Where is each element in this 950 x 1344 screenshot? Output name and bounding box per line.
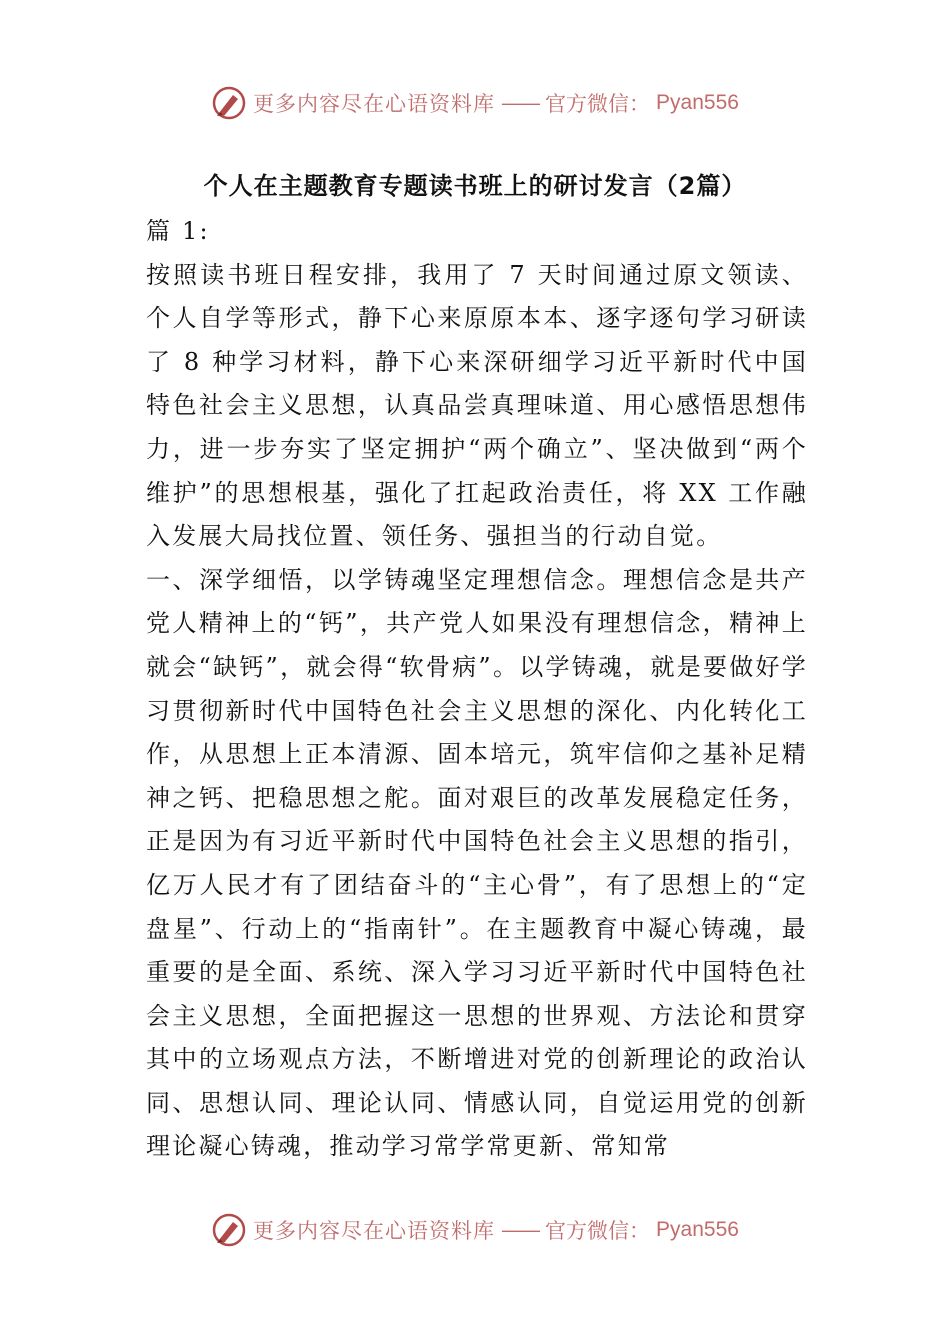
- watermark-wechat-id: Pyan556: [656, 91, 739, 114]
- watermark-brand-text: 更多内容尽在心语资料库: [253, 92, 496, 116]
- watermark-dash: ——: [501, 1218, 540, 1242]
- pen-logo-icon: [211, 1212, 247, 1248]
- watermark-wechat-label: 官方微信：: [545, 92, 651, 116]
- footer-watermark: [0, 1207, 950, 1253]
- watermark-dash: ——: [501, 91, 540, 115]
- paragraph-intro: 按照读书班日程安排，我用了 7 天时间通过原文领读、个人自学等形式，静下心来原原本本、逐字逐句学习研读了 8 种学习材料，静下心来深研细学习近平新时代中国特色社会主义思想，认真品尝真理味道、用心感悟思想伟力，进一步夯实了坚定拥护“两个确立”、坚决做到“两个维护”的思想根基，强化了扛起政治责任，将 XX 工作融入发展大局找位置、领任务、强担当的行动自觉。: [146, 260, 808, 551]
- watermark-wechat-label: 官方微信：: [545, 1219, 651, 1243]
- part-label: 篇 1:: [146, 217, 210, 245]
- header-watermark: [0, 80, 950, 126]
- document-title: 个人在主题教育专题读书班上的研讨发言（2篇）: [203, 172, 747, 200]
- watermark-wechat-id: Pyan556: [656, 1218, 739, 1241]
- document-body: [146, 210, 808, 1169]
- pen-logo-icon: [211, 85, 247, 121]
- paragraph-section-one: 一、深学细悟，以学铸魂坚定理想信念。理想信念是共产党人精神上的“钙”，共产党人如果没有理想信念，精神上就会“缺钙”，就会得“软骨病”。以学铸魂，就是要做好学习贯彻新时代中国特色社会主义思想的深化、内化转化工作，从思想上正本清源、固本培元，筑牢信仰之基补足精神之钙、把稳思想之舵。面对艰巨的改革发展稳定任务，正是因为有习近平新时代中国特色社会主义思想的指引，亿万人民才有了团结奋斗的“主心骨”，有了思想上的“定盘星”、行动上的“指南针”。在主题教育中凝心铸魂，最重要的是全面、系统、深入学习习近平新时代中国特色社会主义思想，全面把握这一思想的世界观、方法论和贯穿其中的立场观点方法，不断增进对党的创新理论的政治认同、思想认同、理论认同、情感认同，自觉运用党的创新理论凝心铸魂，推动学习常学常更新、常知常: [146, 565, 808, 1161]
- watermark-brand-text: 更多内容尽在心语资料库: [253, 1219, 496, 1243]
